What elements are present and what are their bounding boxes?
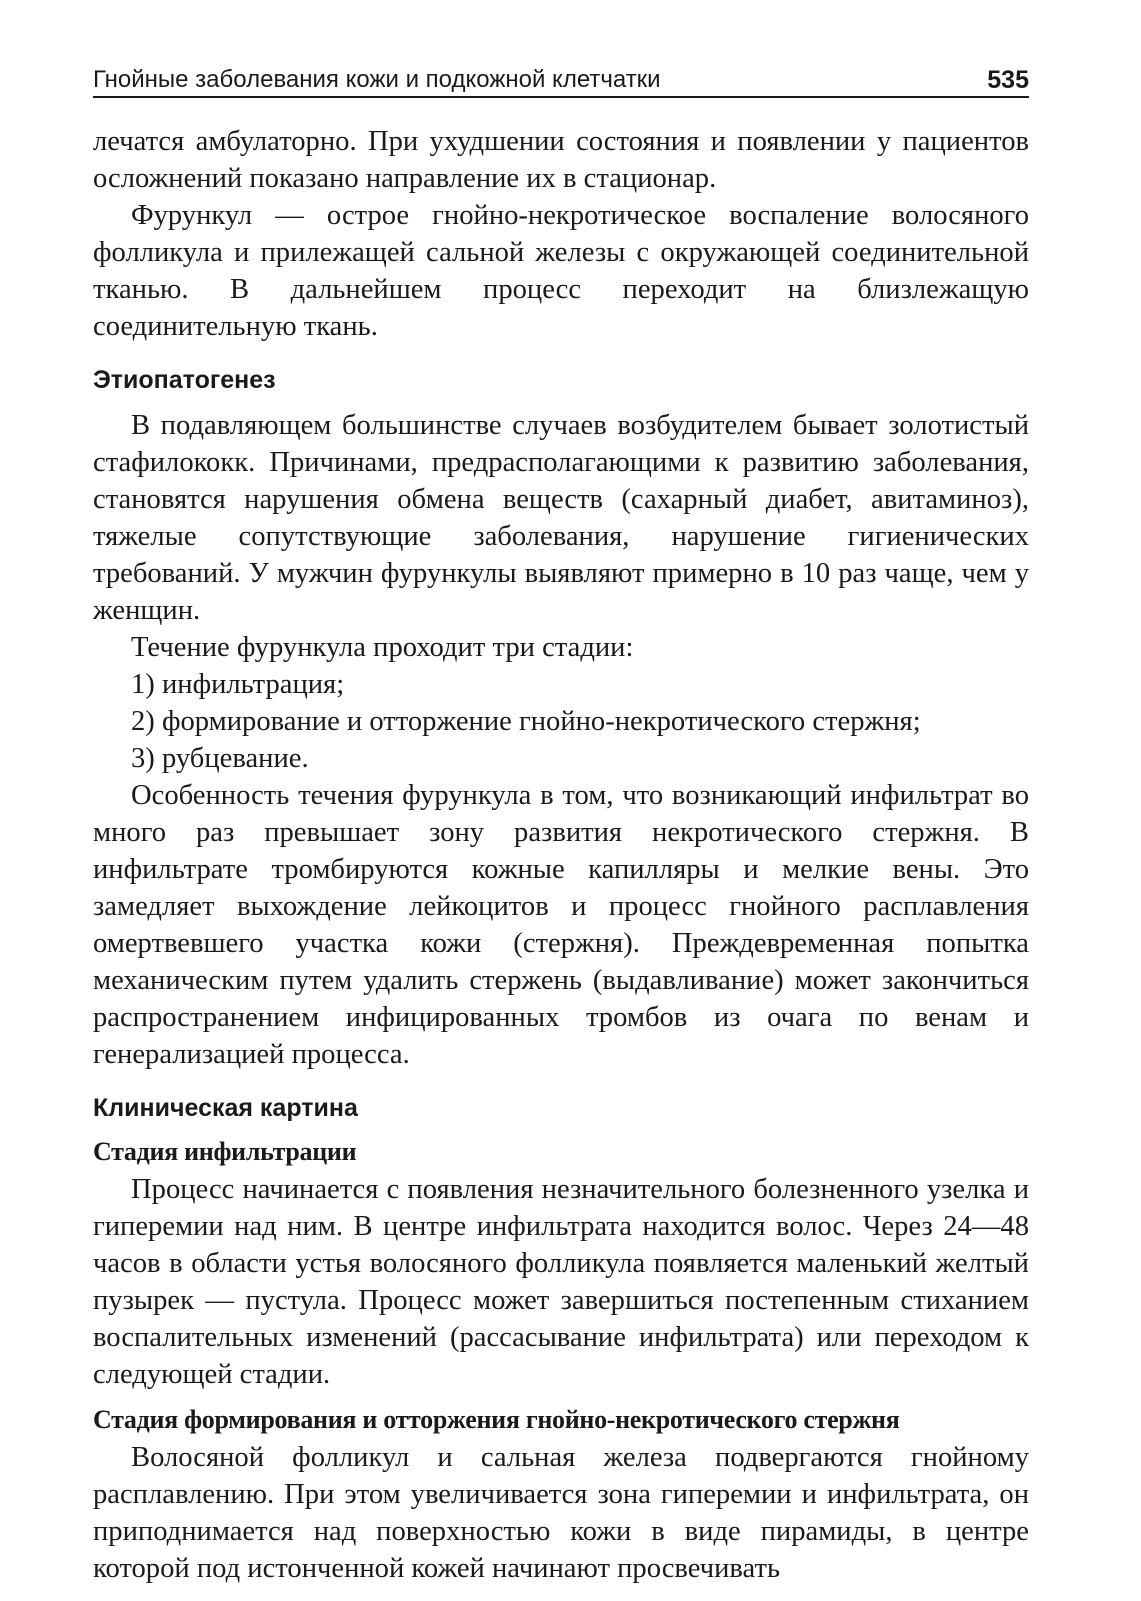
page-number: 535 [987, 66, 1029, 94]
running-header [93, 58, 1029, 98]
section-heading-clinical: Клиническая картина [93, 1094, 358, 1122]
section-heading-etiology: Этиопатогенез [93, 366, 276, 394]
paragraph-furuncle-definition: Фурункул — острое гнойно-некротическое воспаление волосяного фолликула и прилежащей сальной железы с окружающей соединительной тканью. В дальнейшем процесс переходит на близлежащую соединительную ткань. [93, 200, 1029, 342]
paragraph-formation-stage: Волосяной фолликул и сальная железа подвергаются гнойному расплавлению. При этом увеличивается зона гиперемии и инфильтрата, он приподнимается над поверхностью кожи в виде пирамиды, в центре которой под истонченной кожей начинают просвечивать [93, 1442, 1029, 1584]
list-item: 2) формирование и отторжение гнойно-некротического стержня; [131, 706, 921, 737]
running-title: Гнойные заболевания кожи и подкожной клетчатки [93, 66, 661, 93]
paragraph-etiology: В подавляющем большинстве случаев возбудителем бывает золотистый стафилококк. Причинами, предрасполагающими к развитию заболевания, становятся нарушения обмена веществ (сахарный диабет, авитаминоз), тяжелые сопутствующие заболевания, нарушение гигиенических требований. У мужчин фурункулы выявляют примерно в 10 раз чаще, чем у женщин. [93, 410, 1029, 626]
paragraph-continuation: лечатся амбулаторно. При ухудшении состояния и появлении у пациентов осложнений показано направление их в стационар. [93, 126, 1029, 194]
list-item: 1) инфильтрация; [131, 669, 345, 700]
paragraph-course-feature: Особенность течения фурункула в том, что возникающий инфильтрат во много раз превышает зону развития некротического стержня. В инфильтрате тромбируются кожные капилляры и мелкие вены. Это замедляет выхождение лейкоцитов и процесс гнойного расплавления омертвевшего участка кожи (стержня). Преждевременная попытка механическим путем удалить стержень (выдавливание) может закончиться распространением инфицированных тромбов из очага по венам и генерализацией процесса. [93, 780, 1029, 1070]
paragraph-stages-intro: Течение фурункула проходит три стадии: [131, 632, 634, 663]
subheading-infiltration-stage: Стадия инфильтрации [93, 1137, 357, 1166]
list-item: 3) рубцевание. [131, 743, 309, 774]
book-page [93, 58, 1029, 1587]
subheading-formation-stage: Стадия формирования и отторжения гнойно-некротического стержня [93, 1405, 900, 1434]
paragraph-infiltration-stage: Процесс начинается с появления незначительного болезненного узелка и гиперемии над ним. В центре инфильтрата находится волос. Через 24—48 часов в области устья волосяного фолликула появляется маленький желтый пузырек — пустула. Процесс может завершиться постепенным стиханием воспалительных изменений (рассасывание инфильтрата) или переходом к следующей стадии. [93, 1174, 1029, 1390]
page-content [93, 123, 1029, 1587]
